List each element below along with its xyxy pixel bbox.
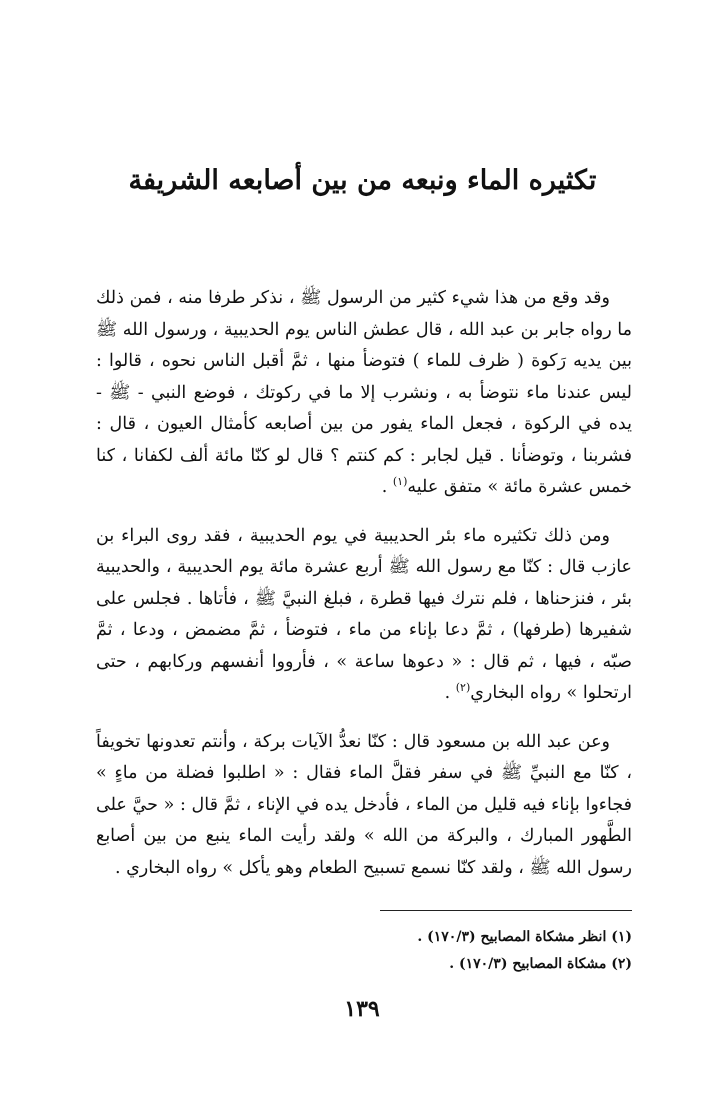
paragraph-text: وعن عبد الله بن مسعود قال : كنّا نعدُّ الآيات بركة ، وأنتم تعدونها تخويفاً ، كنّا مع النبيِّ ﷺ في سفر فقلَّ الماء فقال : « اطلبوا فضلة من ماءٍ » فجاءوا بإناء فيه قليل من الماء ، فأدخل يده في الإناء ، ثمَّ قال : « حيَّ على الطَّهور المبارك ، والبركة من الله » ولقد رأيت الماء ينبع من بين أصابع رسول الله ﷺ ، ولقد كنّا نسمع تسبيح الطعام وهو يأكل » رواه البخاري .: [96, 731, 632, 878]
footnote-1: (١) انظر مشكاة المصابيح (١٧٠/٣) .: [417, 929, 632, 945]
paragraph-ibn-masud: [96, 727, 632, 885]
footnote-divider: [380, 910, 632, 911]
chapter-title: تكثيره الماء ونبعه من بين أصابعه الشريفة: [128, 165, 597, 196]
paragraph-hudaybiyah-well: [96, 521, 632, 710]
paragraph-tail: .: [381, 477, 393, 497]
page-number: ١٣٩: [344, 996, 380, 1022]
body-text: [96, 283, 632, 884]
paragraph-text: وقد وقع من هذا شيء كثير من الرسول ﷺ ، نذكر طرفا منه ، فمن ذلك ما رواه جابر بن عبد الله ، قال عطش الناس يوم الحديبية ، ورسول الله ﷺ بين يديه رَكوة ( ظرف للماء ) فتوضأ منها ، ثمَّ أقبل الناس نحوه ، قالوا : ليس عندنا ماء نتوضأ به ، ونشرب إلا ما في ركوتك ، فوضع النبي - ﷺ - يده في الركوة ، فجعل الماء يفور من بين أصابعه كأمثال العيون ، قال : فشربنا ، وتوضأنا . قيل لجابر : كم كنتم ؟ قال لو كنّا مائة ألف لكفانا ، كنا خمس عشرة مائة » متفق عليه: [96, 288, 632, 497]
footnote-2: (٢) مشكاة المصابيح (١٧٠/٣) .: [449, 956, 632, 972]
footnote-ref-2: (٢): [455, 681, 471, 695]
paragraph-text: ومن ذلك تكثيره ماء بئر الحديبية في يوم الحديبية ، فقد روى البراء بن عازب قال : كنّا مع رسول الله ﷺ أربع عشرة مائة يوم الحديبية ، والحديبية بئر ، فنزحناها ، فلم نترك فيها قطرة ، فبلغ النبيَّ ﷺ ، فأتاها . فجلس على شفيرها (طرفها) ، ثمَّ دعا بإناء من ماء ، فتوضأ ، ثمَّ مضمض ، ودعا ، ثمَّ صبّه ، فيها ، ثم قال : « دعوها ساعة » ، فأرووا أنفسهم وركابهم ، حتى ارتحلوا » رواه البخاري: [96, 525, 632, 703]
footnote-ref-1: (١): [392, 475, 408, 489]
paragraph-water-from-fingers: [96, 283, 632, 504]
paragraph-tail: .: [444, 683, 456, 703]
footnotes: [300, 924, 632, 978]
